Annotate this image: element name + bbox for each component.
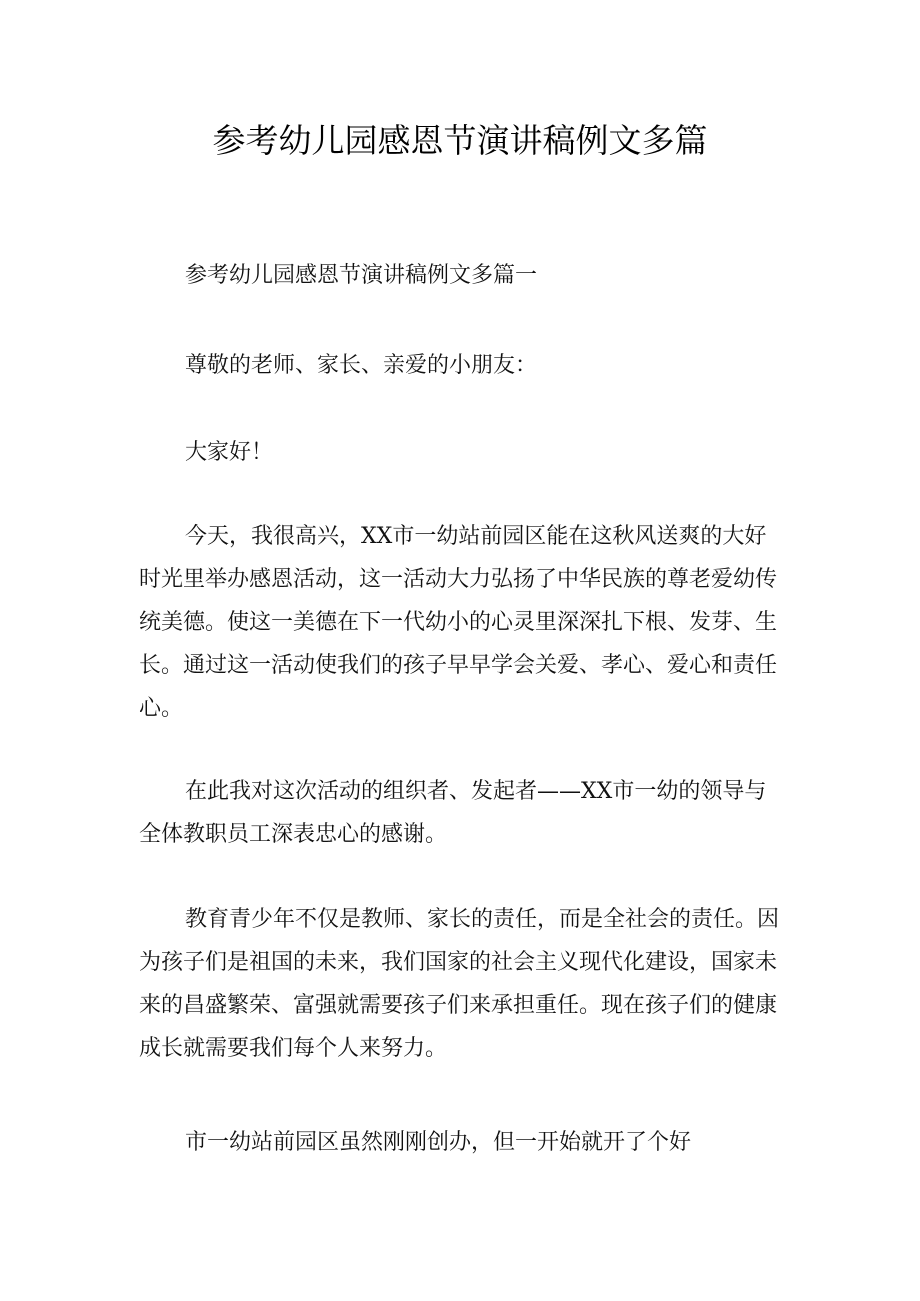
greeting: 大家好！: [185, 440, 274, 465]
paragraph: 市一幼站前园区虽然刚刚创办，但一开始就开了个好: [185, 1130, 692, 1155]
paragraph: 教育青少年不仅是教师、家长的责任，而是全社会的责任。因为孩子们是祖国的未来，我们国家的社会主义现代化建设，国家未来的昌盛繁荣、富强就需要孩子们来承担重任。现在孩子们的健康成长就需要我们每个人来努力。: [139, 907, 780, 1061]
paragraph: 今天，我很高兴，XX市一幼站前园区能在这秋风送爽的大好时光里举办感恩活动，这一活动大力弘扬了中华民族的尊老爱幼传统美德。使这一美德在下一代幼小的心灵里深深扎下根、发芽、生长。通过这一活动使我们的孩子早早学会关爱、孝心、爱心和责任心。: [139, 524, 778, 721]
section-heading: 参考幼儿园感恩节演讲稿例文多篇一: [185, 263, 538, 288]
salutation: 尊敬的老师、家长、亲爱的小朋友：: [185, 353, 538, 378]
paragraph: 在此我对这次活动的组织者、发起者——XX市一幼的领导与全体教职员工深表忠心的感谢。: [139, 779, 767, 847]
document-title: 参考幼儿园感恩节演讲稿例文多篇: [212, 121, 708, 160]
